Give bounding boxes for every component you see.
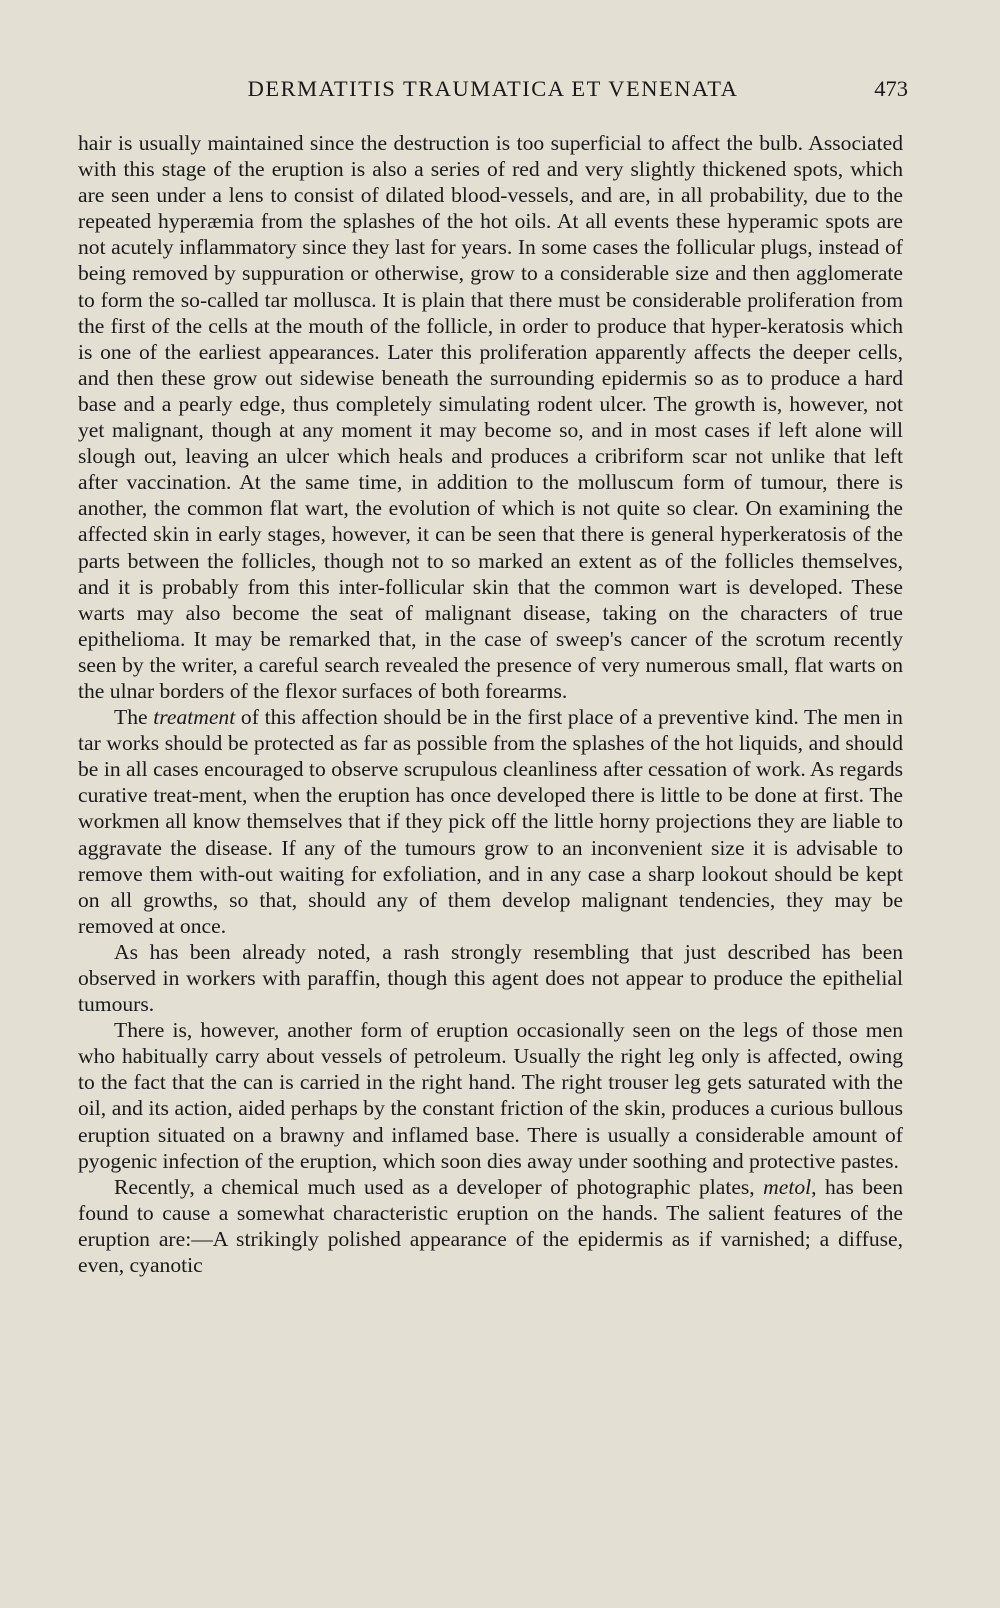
body-text	[78, 130, 903, 1278]
paragraph-treatment	[78, 704, 903, 939]
paragraph-tar-eruption: hair is usually maintained since the destruction is too superficial to affect the bulb. Associated with this stage of the eruption is also a series of red and very slightly thickened spots, which are seen under a lens to consist of dilated blood-vessels, and are, in all probability, due to the repeated hyperæmia from the splashes of the hot oils. At all events these hyperamic spots are not acutely inflammatory since they last for years. In some cases the follicular plugs, instead of being removed by suppuration or otherwise, grow to a considerable size and then agglomerate to form the so-called tar mollusca. It is plain that there must be considerable proliferation from the first of the cells at the mouth of the follicle, in order to produce that hyper-keratosis which is one of the earliest appearances. Later this proliferation apparently affects the deeper cells, and then these grow out sidewise beneath the surrounding epidermis so as to produce a hard base and a pearly edge, thus completely simulating rodent ulcer. The growth is, however, not yet malignant, though at any moment it may become so, and in most cases if left alone will slough out, leaving an ulcer which heals and produces a cribriform scar not unlike that left after vaccination. At the same time, in addition to the molluscum form of tumour, there is another, the common flat wart, the evolution of which is not quite so clear. On examining the affected skin in early stages, however, it can be seen that there is general hyperkeratosis of the parts between the follicles, though not to so marked an extent as of the follicles themselves, and it is probably from this inter-follicular skin that the common wart is developed. These warts may also become the seat of malignant disease, taking on the characters of true epithelioma. It may be remarked that, in the case of sweep's cancer of the scrotum recently seen by the writer, a careful search revealed the presence of very numerous small, flat warts on the ulnar borders of the flexor surfaces of both forearms.	[78, 131, 903, 703]
paragraph-metol	[78, 1174, 903, 1278]
running-head	[78, 76, 908, 106]
paragraph-text: of this affection should be in the first place of a preventive kind. The men in tar works should be protected as far as possible from the splashes of the hot liquids, and should be in all cases encouraged to observe scrupulous cleanliness after cessation of work. As regards curative treat-ment, when the eruption has once developed there is little to be done at first. The workmen all know themselves that if they pick off the little horny projections they are liable to aggravate the disease. If any of the tumours grow to an inconvenient size it is advisable to remove them with-out waiting for exfoliation, and in any case a sharp lookout should be kept on all growths, so that, should any of them develop malignant tendencies, they may be removed at once.	[78, 705, 903, 938]
emphasis-metol: metol	[763, 1174, 812, 1199]
paragraph-petroleum: There is, however, another form of eruption occasionally seen on the legs of those men who habitually carry about vessels of petroleum. Usually the right leg only is affected, owing to the fact that the can is carried in the right hand. The right trouser leg gets saturated with the oil, and its action, aided perhaps by the constant friction of the skin, produces a curious bullous eruption situated on a brawny and inflamed base. There is usually a considerable amount of pyogenic infection of the eruption, which soon dies away under soothing and protective pastes.	[78, 1018, 903, 1173]
running-title: DERMATITIS TRAUMATICA ET VENENATA	[247, 76, 739, 101]
page-number: 473	[874, 76, 908, 101]
emphasis-treatment: treatment	[153, 705, 236, 730]
paragraph-text: The	[114, 705, 154, 730]
paragraph-text: , has been found to cause a somewhat characteristic eruption on the hands. The salient features of the eruption are:—A strikingly polished appearance of the epidermis as if varnished; a diffuse, even, cyanotic	[78, 1174, 904, 1278]
paragraph-text: Recently, a chemical much used as a developer of photographic plates,	[114, 1174, 764, 1199]
paragraph-paraffin: As has been already noted, a rash strongly resembling that just described has been observed in workers with paraffin, though this agent does not appear to produce the epithelial tumours.	[78, 939, 903, 1017]
